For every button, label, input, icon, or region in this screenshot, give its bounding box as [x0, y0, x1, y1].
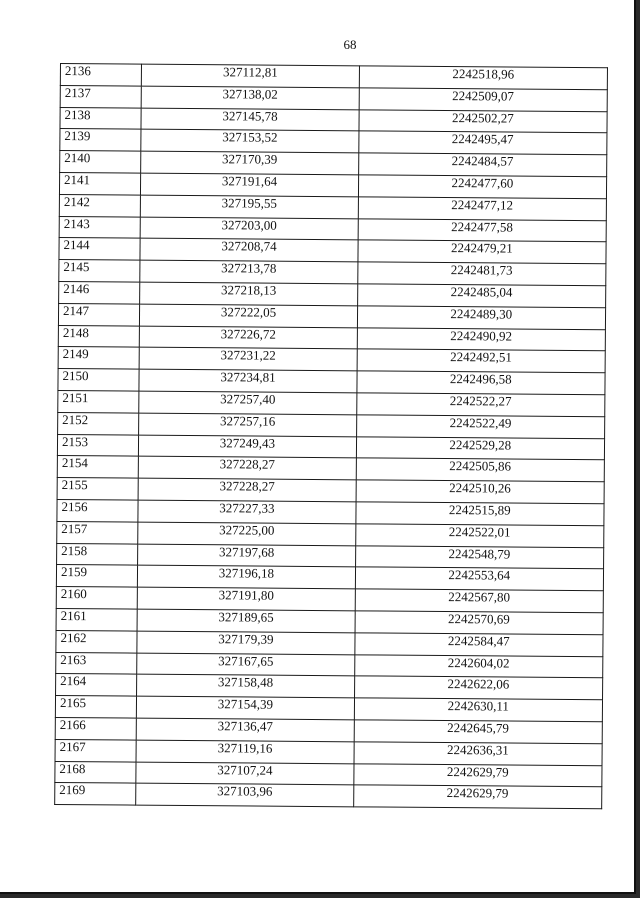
point-number-cell: 2162: [56, 630, 137, 652]
point-number-cell: 2144: [59, 238, 140, 260]
point-number-cell: 2139: [60, 129, 141, 151]
point-number-cell: 2140: [60, 151, 141, 173]
x-coordinate-cell: 327154,39: [137, 696, 354, 720]
x-coordinate-cell: 327170,39: [141, 151, 358, 175]
point-number-cell: 2138: [60, 107, 141, 129]
y-coordinate-cell: 2242477,12: [358, 197, 607, 221]
point-number-cell: 2148: [58, 325, 139, 347]
point-number-cell: 2152: [58, 412, 139, 434]
y-coordinate-cell: 2242490,92: [357, 327, 606, 351]
point-number-cell: 2150: [58, 369, 139, 391]
y-coordinate-cell: 2242522,49: [356, 415, 605, 439]
x-coordinate-cell: 327138,02: [141, 86, 358, 110]
x-coordinate-cell: 327145,78: [141, 108, 358, 132]
point-number-cell: 2141: [59, 172, 140, 194]
point-number-cell: 2149: [58, 347, 139, 369]
point-number-cell: 2160: [56, 587, 137, 609]
table-body: [55, 64, 608, 809]
x-coordinate-cell: 327119,16: [136, 740, 353, 764]
x-coordinate-cell: 327196,18: [138, 565, 355, 589]
y-coordinate-cell: 2242495,47: [358, 131, 607, 155]
x-coordinate-cell: 327228,27: [138, 478, 355, 502]
point-number-cell: 2166: [55, 717, 136, 739]
x-coordinate-cell: 327195,55: [141, 195, 358, 219]
x-coordinate-cell: 327191,80: [137, 587, 354, 611]
point-number-cell: 2136: [60, 64, 141, 86]
point-number-cell: 2168: [55, 761, 136, 783]
y-coordinate-cell: 2242502,27: [359, 109, 608, 133]
point-number-cell: 2143: [59, 216, 140, 238]
y-coordinate-cell: 2242477,60: [358, 175, 607, 199]
coordinates-table: [54, 63, 608, 809]
y-coordinate-cell: 2242522,01: [355, 524, 604, 548]
y-coordinate-cell: 2242604,02: [354, 654, 603, 678]
x-coordinate-cell: 327257,16: [139, 413, 356, 437]
x-coordinate-cell: 327191,64: [141, 173, 358, 197]
point-number-cell: 2167: [55, 739, 136, 761]
x-coordinate-cell: 327103,96: [136, 783, 353, 807]
page-number: 68: [343, 37, 357, 52]
x-coordinate-cell: 327112,81: [142, 64, 359, 88]
y-coordinate-cell: 2242636,31: [354, 742, 603, 766]
x-coordinate-cell: 327136,47: [136, 718, 353, 742]
y-coordinate-cell: 2242510,26: [356, 480, 605, 504]
y-coordinate-cell: 2242548,79: [355, 545, 604, 569]
point-number-cell: 2153: [57, 434, 138, 456]
y-coordinate-cell: 2242515,89: [355, 502, 604, 526]
x-coordinate-cell: 327158,48: [137, 674, 354, 698]
y-coordinate-cell: 2242505,86: [356, 458, 605, 482]
y-coordinate-cell: 2242489,30: [357, 306, 606, 330]
y-coordinate-cell: 2242529,28: [356, 436, 605, 460]
x-coordinate-cell: 327197,68: [138, 544, 355, 568]
point-number-cell: 2151: [58, 390, 139, 412]
point-number-cell: 2146: [59, 281, 140, 303]
x-coordinate-cell: 327222,05: [140, 304, 357, 328]
x-coordinate-cell: 327107,24: [136, 762, 353, 786]
x-coordinate-cell: 327189,65: [137, 609, 354, 633]
y-coordinate-cell: 2242479,21: [358, 240, 607, 264]
y-coordinate-cell: 2242584,47: [354, 633, 603, 657]
y-coordinate-cell: 2242567,80: [355, 589, 604, 613]
point-number-cell: 2164: [56, 674, 137, 696]
x-coordinate-cell: 327213,78: [140, 260, 357, 284]
point-number-cell: 2137: [60, 85, 141, 107]
point-number-cell: 2145: [59, 260, 140, 282]
point-number-cell: 2159: [56, 565, 137, 587]
y-coordinate-cell: 2242570,69: [355, 611, 604, 635]
y-coordinate-cell: 2242622,06: [354, 676, 603, 700]
y-coordinate-cell: 2242630,11: [354, 698, 603, 722]
point-number-cell: 2156: [57, 499, 138, 521]
y-coordinate-cell: 2242477,58: [358, 218, 607, 242]
y-coordinate-cell: 2242553,64: [355, 567, 604, 591]
point-number-cell: 2158: [57, 543, 138, 565]
x-coordinate-cell: 327227,33: [138, 500, 355, 524]
x-coordinate-cell: 327231,22: [139, 347, 356, 371]
y-coordinate-cell: 2242522,27: [356, 393, 605, 417]
x-coordinate-cell: 327257,40: [139, 391, 356, 415]
y-coordinate-cell: 2242518,96: [359, 66, 608, 90]
y-coordinate-cell: 2242485,04: [357, 284, 606, 308]
y-coordinate-cell: 2242484,57: [358, 153, 607, 177]
y-coordinate-cell: 2242492,51: [357, 349, 606, 373]
y-coordinate-cell: 2242496,58: [357, 371, 606, 395]
x-coordinate-cell: 327218,13: [140, 282, 357, 306]
y-coordinate-cell: 2242509,07: [359, 88, 608, 112]
x-coordinate-cell: 327225,00: [138, 522, 355, 546]
x-coordinate-cell: 327228,27: [139, 456, 356, 480]
x-coordinate-cell: 327226,72: [140, 326, 357, 350]
point-number-cell: 2161: [56, 608, 137, 630]
point-number-cell: 2163: [56, 652, 137, 674]
point-number-cell: 2155: [57, 478, 138, 500]
point-number-cell: 2154: [57, 456, 138, 478]
x-coordinate-cell: 327249,43: [139, 435, 356, 459]
point-number-cell: 2169: [55, 783, 136, 805]
point-number-cell: 2147: [58, 303, 139, 325]
point-number-cell: 2142: [59, 194, 140, 216]
x-coordinate-cell: 327179,39: [137, 631, 354, 655]
point-number-cell: 2165: [55, 696, 136, 718]
y-coordinate-cell: 2242645,79: [354, 720, 603, 744]
y-coordinate-cell: 2242629,79: [353, 763, 602, 787]
table-row: [55, 783, 602, 809]
x-coordinate-cell: 327153,52: [141, 130, 358, 154]
y-coordinate-cell: 2242481,73: [357, 262, 606, 286]
x-coordinate-cell: 327234,81: [139, 369, 356, 393]
x-coordinate-cell: 327203,00: [140, 217, 357, 241]
x-coordinate-cell: 327208,74: [140, 239, 357, 263]
x-coordinate-cell: 327167,65: [137, 653, 354, 677]
y-coordinate-cell: 2242629,79: [353, 785, 602, 809]
point-number-cell: 2157: [57, 521, 138, 543]
